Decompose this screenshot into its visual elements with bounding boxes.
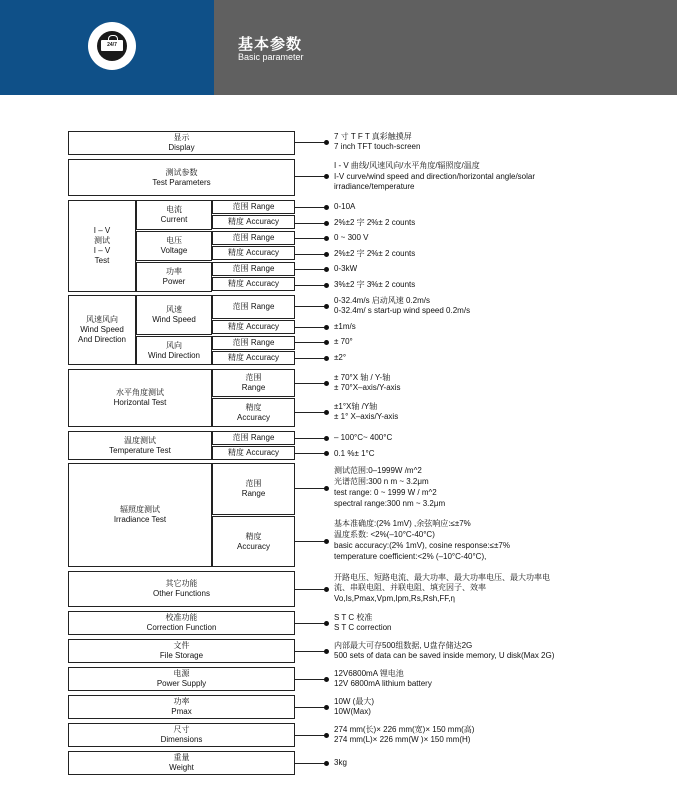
label-cn: 测试参数: [165, 167, 198, 177]
label-line: Test: [94, 256, 110, 265]
value-irradiance-accuracy-4: temperature coefficient:<2% (–10°C-40°C),: [334, 552, 487, 561]
bullet-icon: [324, 436, 329, 441]
header-brand-panel: [0, 0, 214, 95]
label-en: Pmax: [171, 707, 192, 716]
bullet-icon: [324, 221, 329, 226]
value-test-params-en: I-V curve/wind speed and direction/horizontal angle/solar: [334, 172, 536, 181]
value-voltage-range: 0 ~ 300 V: [334, 233, 369, 242]
connector-line: [295, 735, 327, 736]
label-wind-speed: [136, 295, 212, 335]
connector-line: [295, 383, 327, 384]
label-cn: 辐照度测试: [120, 505, 160, 514]
value-wind-direction-accuracy: ±2°: [334, 353, 347, 362]
label-en: Accuracy: [237, 412, 270, 422]
bullet-icon: [324, 174, 329, 179]
connector-line: [295, 269, 327, 270]
bullet-icon: [324, 304, 329, 309]
connector-line: [295, 589, 327, 590]
label-cn: 范围: [245, 373, 262, 382]
value-power-supply-en: 12V 6800mA lithium battery: [334, 679, 432, 688]
value-wind-speed-accuracy: ±1m/s: [334, 322, 356, 331]
value-irradiance-range-4: spectral range:300 nm ~ 3.2μm: [334, 499, 446, 508]
bullet-icon: [324, 340, 329, 345]
connector-line: [295, 488, 327, 489]
value-horizontal-accuracy-en: ± 1° X–axis/Y-axis: [334, 412, 399, 421]
value-wind-speed-range-en: 0-32.4m/ s start-up wind speed 0.2m/s: [334, 306, 471, 315]
value-weight: 3kg: [334, 758, 347, 767]
label-line: Wind Speed: [80, 325, 124, 334]
label-en: Range: [241, 489, 266, 498]
label-temperature-accuracy: 精度 Accuracy: [212, 446, 295, 460]
label-display: [68, 131, 295, 155]
value-test-params-cn: I - V 曲线/风速风向/水平角度/辐照度/温度: [334, 161, 480, 170]
label-en: Display: [168, 143, 195, 152]
value-temperature-accuracy: 0.1 %± 1°C: [334, 449, 375, 458]
bullet-icon: [324, 705, 329, 710]
logo-badge: [88, 22, 136, 70]
label-en: Range: [241, 383, 266, 392]
value-test-params-en-2: irradiance/temperature: [334, 182, 415, 191]
bullet-icon: [324, 205, 329, 210]
bullet-icon: [324, 649, 329, 654]
label-en: Voltage: [160, 246, 188, 255]
label-cn: 显示: [173, 133, 190, 142]
value-horizontal-range-en: ± 70°X–axis/Y-axis: [334, 383, 401, 392]
label-power-range: 范围 Range: [212, 262, 295, 276]
label-temperature-range: 范围 Range: [212, 431, 295, 445]
value-pmax-en: 10W(Max): [334, 707, 371, 716]
label-voltage-range: 范围 Range: [212, 231, 295, 245]
connector-line: [295, 707, 327, 708]
label-wind-direction-range: 范围 Range: [212, 336, 295, 350]
label-line: 测试: [94, 236, 110, 245]
value-temperature-range: – 100°C~ 400°C: [334, 433, 393, 442]
label-cn: 风速: [166, 305, 182, 314]
logo-inner-circle: [97, 31, 127, 61]
label-horizontal-range: [212, 369, 295, 397]
label-en: Dimensions: [160, 735, 203, 744]
label-irradiance-test: [68, 463, 212, 567]
label-en: Power: [162, 277, 186, 286]
label-cn: 电流: [166, 205, 182, 214]
label-wind-speed-accuracy: 精度 Accuracy: [212, 320, 295, 334]
value-dimensions-cn: 274 mm(长)× 226 mm(宽)× 150 mm(高): [334, 725, 475, 734]
bullet-icon: [324, 621, 329, 626]
value-irradiance-accuracy-1: 基本准确度:(2% 1mV) ,余弦响应:≤±7%: [334, 519, 471, 528]
label-irradiance-range: [212, 463, 295, 515]
value-irradiance-accuracy-2: 温度系数: <2%(–10°C-40°C): [334, 530, 435, 539]
bullet-icon: [324, 761, 329, 766]
label-current-accuracy: 精度 Accuracy: [212, 215, 295, 229]
page-title: 基本参数: [238, 36, 303, 53]
label-cn: 尺寸: [173, 725, 190, 734]
label-temperature-test: [68, 431, 212, 460]
label-horizontal-accuracy: [212, 398, 295, 427]
value-wind-direction-range: ± 70°: [334, 337, 353, 346]
label-en: Correction Function: [146, 623, 217, 632]
label-current-range: 范围 Range: [212, 200, 295, 214]
value-correction-en: S T C correction: [334, 623, 392, 632]
label-en: Current: [160, 215, 188, 224]
connector-line: [295, 207, 327, 208]
connector-line: [295, 541, 327, 542]
label-en: Wind Speed: [152, 315, 196, 324]
value-wind-speed-range-cn: 0-32.4m/s 启动风速 0.2m/s: [334, 296, 431, 305]
label-en: Test Parameters: [152, 177, 211, 187]
value-voltage-accuracy: 2%±2 字 2%± 2 counts: [334, 249, 416, 258]
value-current-accuracy: 2%±2 字 2%± 2 counts: [334, 218, 416, 227]
label-wind-group: [68, 295, 136, 365]
label-power-accuracy: 精度 Accuracy: [212, 277, 295, 291]
bullet-icon: [324, 451, 329, 456]
value-other-2: 流、串联电阻、并联电阻、填充因子、效率: [334, 583, 486, 592]
bullet-icon: [324, 410, 329, 415]
bullet-icon: [324, 733, 329, 738]
label-correction-function: [68, 611, 295, 635]
value-horizontal-accuracy-cn: ±1°X轴 /Y轴: [334, 402, 378, 411]
bullet-icon: [324, 539, 329, 544]
value-irradiance-range-3: test range: 0 ~ 1999 W / m^2: [334, 488, 437, 497]
bullet-icon: [324, 356, 329, 361]
label-en: Accuracy: [237, 541, 270, 551]
connector-line: [295, 254, 327, 255]
connector-line: [295, 623, 327, 624]
label-en: File Storage: [159, 651, 204, 660]
label-wind-direction-accuracy: 精度 Accuracy: [212, 351, 295, 365]
value-pmax-cn: 10W (最大): [334, 697, 374, 706]
label-voltage: [136, 231, 212, 261]
label-file-storage: [68, 639, 295, 663]
connector-line: [295, 142, 327, 143]
label-cn: 水平角度测试: [116, 388, 164, 397]
connector-line: [295, 651, 327, 652]
value-dimensions-en: 274 mm(L)× 226 mm(W )× 150 mm(H): [334, 735, 471, 744]
label-power: [136, 262, 212, 292]
label-dimensions: [68, 723, 295, 747]
label-irradiance-accuracy: [212, 516, 295, 567]
label-horizontal-test: [68, 369, 212, 427]
label-en: Temperature Test: [109, 445, 171, 455]
label-line: 风速风向: [86, 315, 118, 324]
value-other-3: Vo,Is,Pmax,Vpm,Ipm,Rs,Rsh,FF,η: [334, 594, 455, 603]
label-en: Horizontal Test: [113, 398, 167, 407]
connector-line: [295, 358, 327, 359]
bullet-icon: [324, 677, 329, 682]
label-current: [136, 200, 212, 230]
label-cn: 功率: [166, 267, 182, 276]
connector-line: [295, 176, 327, 177]
label-cn: 功率: [173, 697, 190, 706]
logo-tag: 24/7: [101, 40, 123, 51]
value-display-cn: 7 寸 T F T 真彩触摸屏: [334, 132, 412, 141]
label-en: Other Functions: [153, 589, 210, 598]
value-horizontal-range-cn: ± 70°X 轴 / Y-轴: [334, 373, 391, 382]
connector-line: [295, 679, 327, 680]
label-en: Irradiance Test: [113, 515, 167, 524]
label-en: Weight: [169, 763, 194, 772]
bullet-icon: [324, 140, 329, 145]
bullet-icon: [324, 252, 329, 257]
connector-line: [295, 327, 327, 328]
bullet-icon: [324, 325, 329, 330]
label-wind-speed-range: 范围 Range: [212, 295, 295, 319]
value-other-1: 开路电压、短路电流、最大功率、最大功率电压、最大功率电: [334, 573, 550, 582]
bullet-icon: [324, 587, 329, 592]
value-power-accuracy: 3%±2 字 3%± 2 counts: [334, 280, 416, 289]
value-irradiance-range-1: 测试范围:0–1999W /m^2: [334, 466, 422, 475]
label-weight: [68, 751, 295, 775]
label-cn: 精度: [245, 402, 262, 412]
value-current-range: 0-10A: [334, 202, 356, 211]
connector-line: [295, 306, 327, 307]
label-iv-group: [68, 200, 136, 292]
value-power-supply-cn: 12V6800mA 锂电池: [334, 669, 404, 678]
label-cn: 重量: [173, 753, 190, 762]
label-cn: 电压: [166, 236, 182, 245]
connector-line: [295, 342, 327, 343]
bullet-icon: [324, 267, 329, 272]
connector-line: [295, 285, 327, 286]
value-irradiance-range-2: 光谱范围:300 n m ~ 3.2μm: [334, 477, 429, 486]
label-cn: 电源: [173, 669, 190, 678]
label-other-functions: [68, 571, 295, 607]
label-cn: 校准功能: [165, 613, 198, 622]
label-wind-direction: [136, 336, 212, 365]
label-cn: 温度测试: [124, 435, 156, 445]
value-correction-cn: S T C 校准: [334, 613, 373, 622]
label-en: Wind Direction: [147, 350, 200, 360]
label-pmax: [68, 695, 295, 719]
label-en: Power Supply: [156, 679, 207, 688]
connector-line: [295, 453, 327, 454]
label-cn: 文件: [173, 641, 190, 650]
value-irradiance-accuracy-3: basic accuracy:(2% 1mV), cosine response:≤±7%: [334, 541, 510, 550]
connector-line: [295, 763, 327, 764]
label-test-parameters: [68, 159, 295, 196]
page-subtitle: Basic parameter: [238, 52, 304, 62]
label-voltage-accuracy: 精度 Accuracy: [212, 246, 295, 260]
connector-line: [295, 223, 327, 224]
connector-line: [295, 412, 327, 413]
label-cn: 风向: [166, 340, 182, 350]
label-cn: 范围: [245, 479, 262, 488]
value-file-storage-en: 500 sets of data can be saved inside memory, U disk(Max 2G): [334, 651, 555, 660]
label-line: I – V: [93, 226, 111, 235]
value-power-range: 0-3kW: [334, 264, 358, 273]
bullet-icon: [324, 236, 329, 241]
value-display-en: 7 inch TFT touch-screen: [334, 142, 421, 151]
label-line: And Direction: [77, 335, 127, 344]
connector-line: [295, 238, 327, 239]
label-cn: 精度: [245, 531, 262, 541]
label-cn: 其它功能: [165, 579, 198, 588]
bullet-icon: [324, 283, 329, 288]
bullet-icon: [324, 486, 329, 491]
label-power-supply: [68, 667, 295, 691]
label-line: I – V: [93, 246, 111, 255]
bullet-icon: [324, 381, 329, 386]
connector-line: [295, 438, 327, 439]
value-file-storage-cn: 内部最大可存500组数据, U盘存储达2G: [334, 641, 473, 650]
